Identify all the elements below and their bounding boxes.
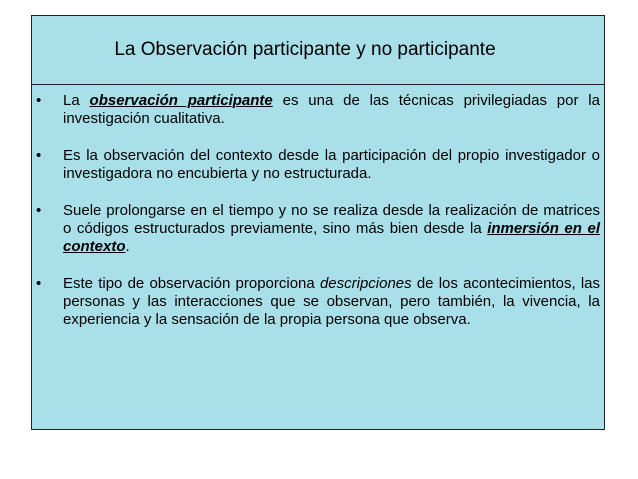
content-box (31, 84, 605, 430)
bullet-item (32, 147, 604, 183)
slide-title: La Observación participante y no participante (114, 39, 496, 60)
bullet-text-part: es una de las técnicas privilegiadas por la investigación cualitativa. (63, 92, 600, 127)
bullet-text-part: de los acontecimientos, las personas y las interacciones que se observan, pero también, la vivencia, la experiencia y la sensación de la propia persona que observa. (63, 275, 601, 328)
bullet-icon: • (36, 202, 42, 219)
bullet-item (32, 202, 604, 256)
emphasis-term: observación participante (89, 92, 273, 109)
bullet-text-part: Este tipo de observación proporciona (63, 275, 320, 292)
bullet-item (32, 275, 604, 329)
emphasis-term: inmersión en el contexto (63, 220, 600, 255)
bullet-text-part: . (125, 238, 130, 255)
bullet-text-part: La (63, 92, 90, 109)
bullet-icon: • (36, 147, 42, 164)
bullet-text-part: Es la observación del contexto desde la participación del propio investigador o investigadora no encubierta y no estructurada. (63, 147, 600, 182)
bullet-icon: • (36, 275, 42, 292)
bullet-list (32, 92, 604, 348)
italic-term: descripciones (319, 275, 412, 292)
bullet-item (32, 92, 604, 128)
title-box (31, 15, 605, 85)
bullet-text-part: Suele prolongarse en el tiempo y no se realiza desde la realización de matrices o códigos estructurados previamente, sino más bien desde la (63, 202, 600, 237)
bullet-icon: • (36, 92, 42, 109)
